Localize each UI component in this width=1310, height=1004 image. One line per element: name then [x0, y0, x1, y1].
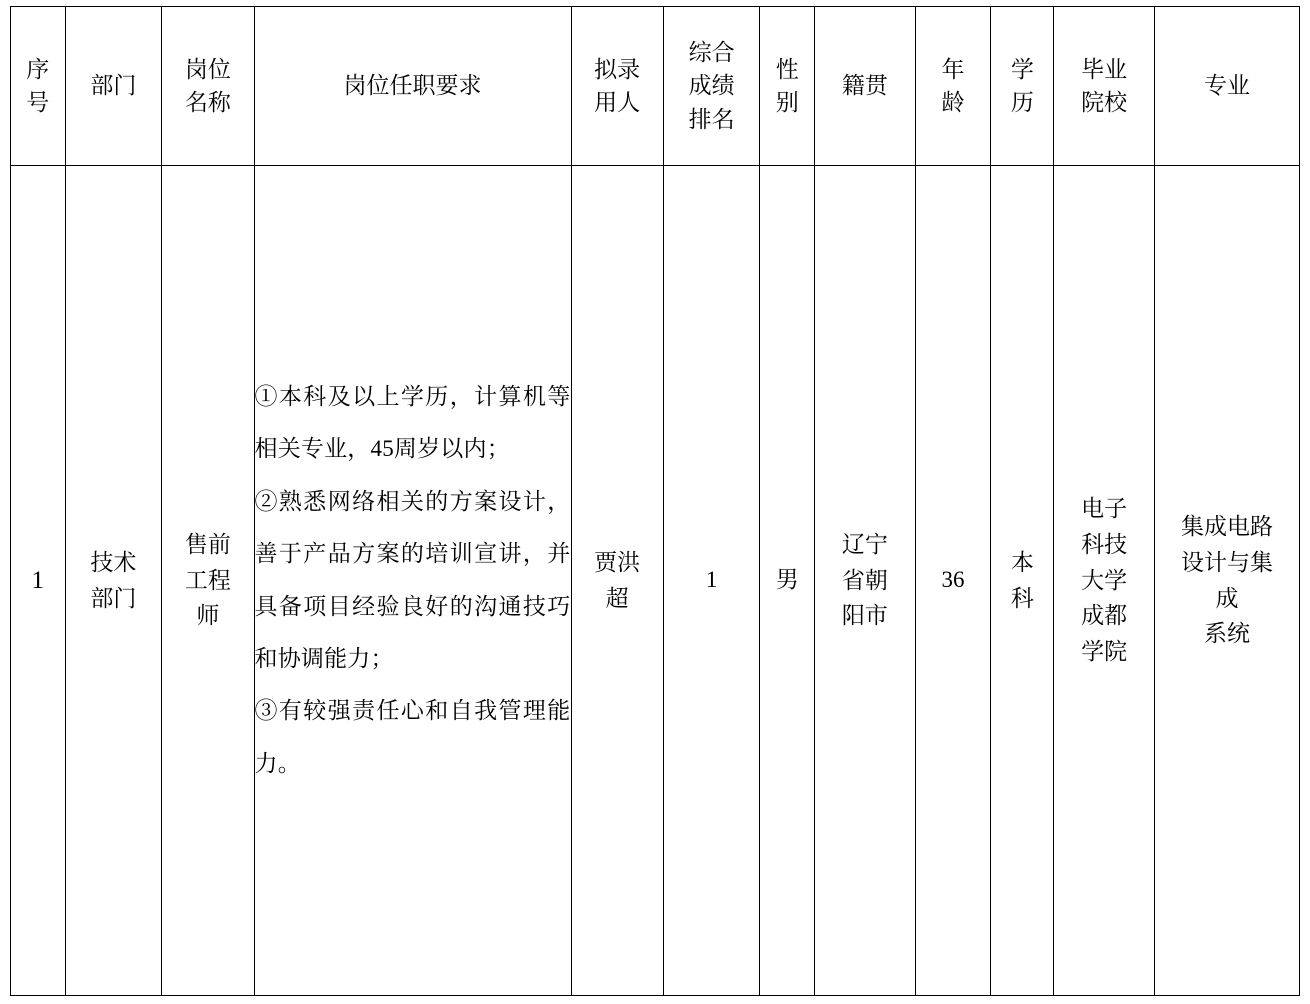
- header-post-line-1: 岗位: [184, 56, 231, 82]
- header-education-line-1: 学: [1010, 56, 1034, 82]
- header-rank: [663, 7, 760, 166]
- cell-school: [1054, 166, 1155, 996]
- cell-school-line-1: 电子: [1081, 496, 1128, 522]
- table-header-row: [11, 7, 1300, 166]
- cell-major-line-2: 设计与集: [1181, 549, 1274, 575]
- cell-seq-value: 1: [31, 566, 45, 594]
- header-candidate: [571, 7, 663, 166]
- table-header: [11, 7, 1300, 166]
- header-school-line-2: 院校: [1081, 90, 1128, 115]
- cell-major: [1155, 166, 1300, 996]
- cell-candidate: [571, 166, 663, 996]
- header-candidate-line-1: 拟录: [594, 56, 641, 82]
- cell-dept-line-1: 技术: [90, 549, 137, 575]
- table-body: [11, 166, 1300, 996]
- requirement-item-3: ③有较强责任心和自我管理能力。: [254, 698, 571, 776]
- cell-major-line-1: 集成电路: [1181, 514, 1274, 540]
- header-education-line-2: 历: [1010, 90, 1034, 115]
- cell-sex: [760, 166, 815, 996]
- cell-dept: [65, 166, 162, 996]
- cell-rank: [663, 166, 760, 996]
- header-age-line-1: 年: [941, 56, 965, 82]
- cell-school-line-5: 学院: [1081, 638, 1128, 664]
- cell-post: [162, 166, 254, 996]
- header-seq: [11, 7, 66, 166]
- header-rank-line-1: 综合: [688, 39, 735, 65]
- cell-native-line-1: 辽宁: [841, 532, 888, 558]
- cell-requirement: [254, 166, 571, 996]
- header-native-place-label: 籍贯: [841, 72, 888, 98]
- header-major-label: 专业: [1204, 72, 1251, 98]
- cell-major-line-3: 成: [1215, 585, 1239, 611]
- cell-age: [915, 166, 991, 996]
- header-candidate-line-2: 用人: [594, 90, 641, 115]
- cell-native-line-2: 省朝: [841, 567, 888, 593]
- cell-school-line-4: 成都: [1081, 603, 1128, 629]
- cell-candidate-line-2: 超: [605, 585, 629, 611]
- header-native-place: [815, 7, 916, 166]
- recruitment-table: [10, 6, 1300, 996]
- cell-education-line-2: 科: [1010, 585, 1034, 611]
- requirement-item-2: ②熟悉网络相关的方案设计，善于产品方案的培训宣讲，并具备项目经验良好的沟通技巧和协调能力；: [254, 488, 571, 671]
- cell-native-line-3: 阳市: [841, 603, 888, 629]
- cell-education: [991, 166, 1054, 996]
- cell-native-place: [815, 166, 916, 996]
- header-seq-line-1: 序: [26, 56, 50, 82]
- header-seq-line-2: 号: [26, 90, 50, 115]
- cell-school-line-3: 大学: [1081, 567, 1128, 593]
- cell-candidate-line-1: 贾洪: [594, 549, 641, 575]
- requirement-item-1: ①本科及以上学历，计算机等相关专业，45周岁以内；: [254, 383, 571, 462]
- header-requirement-label: 岗位任职要求: [343, 72, 482, 98]
- cell-major-line-4: 系统: [1204, 621, 1251, 647]
- cell-post-line-1: 售前: [184, 532, 231, 558]
- header-post-line-2: 名称: [184, 90, 231, 115]
- header-sex-line-1: 性: [775, 56, 799, 82]
- header-age: [915, 7, 991, 166]
- header-education: [991, 7, 1054, 166]
- cell-post-line-2: 工程: [184, 567, 231, 593]
- header-dept-label: 部门: [90, 72, 137, 98]
- cell-seq: [11, 166, 66, 996]
- header-post: [162, 7, 254, 166]
- header-sex: [760, 7, 815, 166]
- header-school: [1054, 7, 1155, 166]
- cell-age-value: 36: [941, 567, 965, 593]
- header-rank-line-3: 排名: [688, 106, 735, 132]
- cell-sex-value: 男: [775, 567, 799, 593]
- table-row: [11, 166, 1300, 996]
- header-school-line-1: 毕业: [1081, 56, 1128, 82]
- header-requirement: [254, 7, 571, 166]
- cell-rank-value: 1: [705, 567, 718, 593]
- header-age-line-2: 龄: [941, 90, 965, 115]
- header-rank-line-2: 成绩: [688, 73, 735, 99]
- header-sex-line-2: 别: [775, 90, 799, 115]
- header-dept: [65, 7, 162, 166]
- cell-school-line-2: 科技: [1081, 532, 1128, 558]
- cell-education-line-1: 本: [1010, 549, 1034, 575]
- cell-post-line-3: 师: [196, 603, 220, 629]
- cell-dept-line-2: 部门: [90, 585, 137, 611]
- header-major: [1155, 7, 1300, 166]
